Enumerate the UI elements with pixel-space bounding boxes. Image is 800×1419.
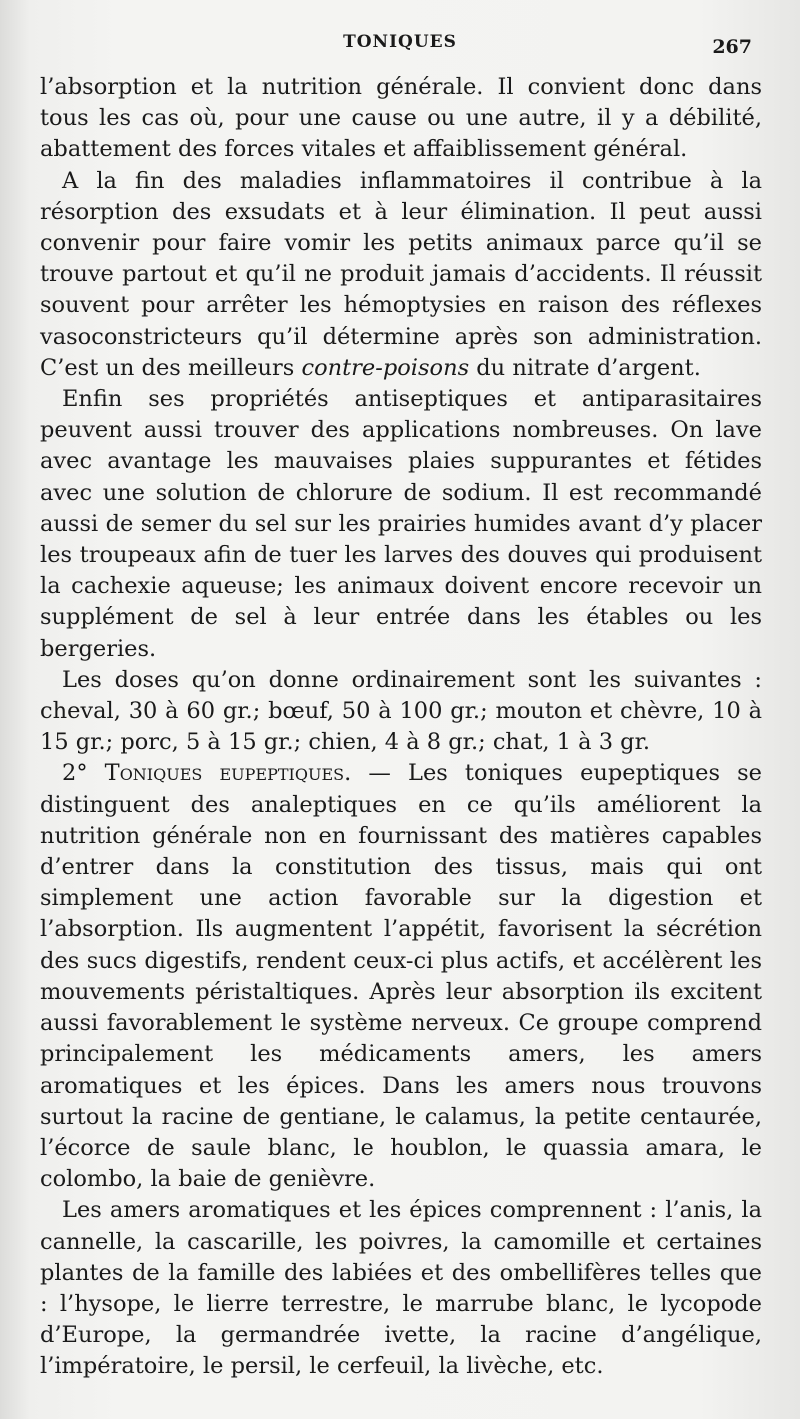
page-number: 267 [712, 36, 752, 58]
paragraph-2-text-end: du nitrate d’argent. [469, 354, 701, 381]
section-heading: 2° Toniques eupeptiques. [62, 760, 352, 787]
paragraph-5 [40, 758, 762, 1195]
running-title: TONIQUES [343, 32, 457, 52]
paragraph-6: Les amers aromatiques et les épices comprennent : l’anis, la cannelle, la cascarille, les poivres, la camomille et certaines plantes de la famille des labiées et des ombellifères telles que : l’hysope, le lierre terrestre, le marrube blanc, le lycopode d’Europe, la germandrée ivette, la racine d’angélique, l’impératoire, le persil, le cerfeuil, la livèche, etc. [40, 1197, 762, 1380]
paragraph-2-text: A la fin des maladies inflammatoires il contribue à la résorption des exsudats et à leur élimination. Il peut aussi convenir pour faire vomir les petits animaux parce qu’il se trouve partout et qu’il ne produit jamais d’accidents. Il réussit souvent pour arrêter les hémoptysies en raison des réflexes vasoconstricteurs qu’il détermine après son administration. C’est un des meilleurs [40, 167, 762, 381]
paragraph-3: Enfin ses propriétés antiseptiques et antiparasitaires peuvent aussi trouver des applications nombreuses. On lave avec avantage les mauvaises plaies suppurantes et fétides avec une solution de chlorure de sodium. Il est recommandé aussi de semer du sel sur les prairies humides avant d’y placer les troupeaux afin de tuer les larves des douves qui produisent la cachexie aqueuse; les animaux doivent encore recevoir un supplément de sel à leur entrée dans les étables ou les bergeries. [40, 386, 762, 662]
page-header [40, 32, 760, 62]
body-text [40, 72, 762, 1383]
paragraph-1: l’absorption et la nutrition générale. Il convient donc dans tous les cas où, pour une cause ou une autre, il y a débilité, abattement des forces vitales et affaiblissement général. [40, 74, 762, 163]
paragraph-5-text: — Les toniques eupeptiques se distinguent des analeptiques en ce qu’ils améliorent la nutrition générale non en fournissant des matières capables d’entrer dans la constitution des tissus, mais qui ont simplement une action favorable sur la digestion et l’absorption. Ils augmentent l’appétit, favorisent la sécrétion des sucs digestifs, rendent ceux-ci plus actifs, et accélèrent les mouvements péristaltiques. Après leur absorption ils excitent aussi favorablement le système nerveux. Ce groupe comprend principalement les médicaments amers, les amers aromatiques et les épices. Dans les amers nous trouvons surtout la racine de gentiane, le calamus, la petite centaurée, l’écorce de saule blanc, le houblon, le quassia amara, le colombo, la baie de genièvre. [40, 760, 762, 1193]
paragraph-4: Les doses qu’on donne ordinairement sont les suivantes : cheval, 30 à 60 gr.; bœuf, 50 à 100 gr.; mouton et chèvre, 10 à 15 gr.; porc, 5 à 15 gr.; chien, 4 à 8 gr.; chat, 1 à 3 gr. [40, 666, 762, 756]
paragraph-2-italic-term: contre-poisons [301, 354, 470, 381]
paragraph-2 [40, 166, 762, 384]
